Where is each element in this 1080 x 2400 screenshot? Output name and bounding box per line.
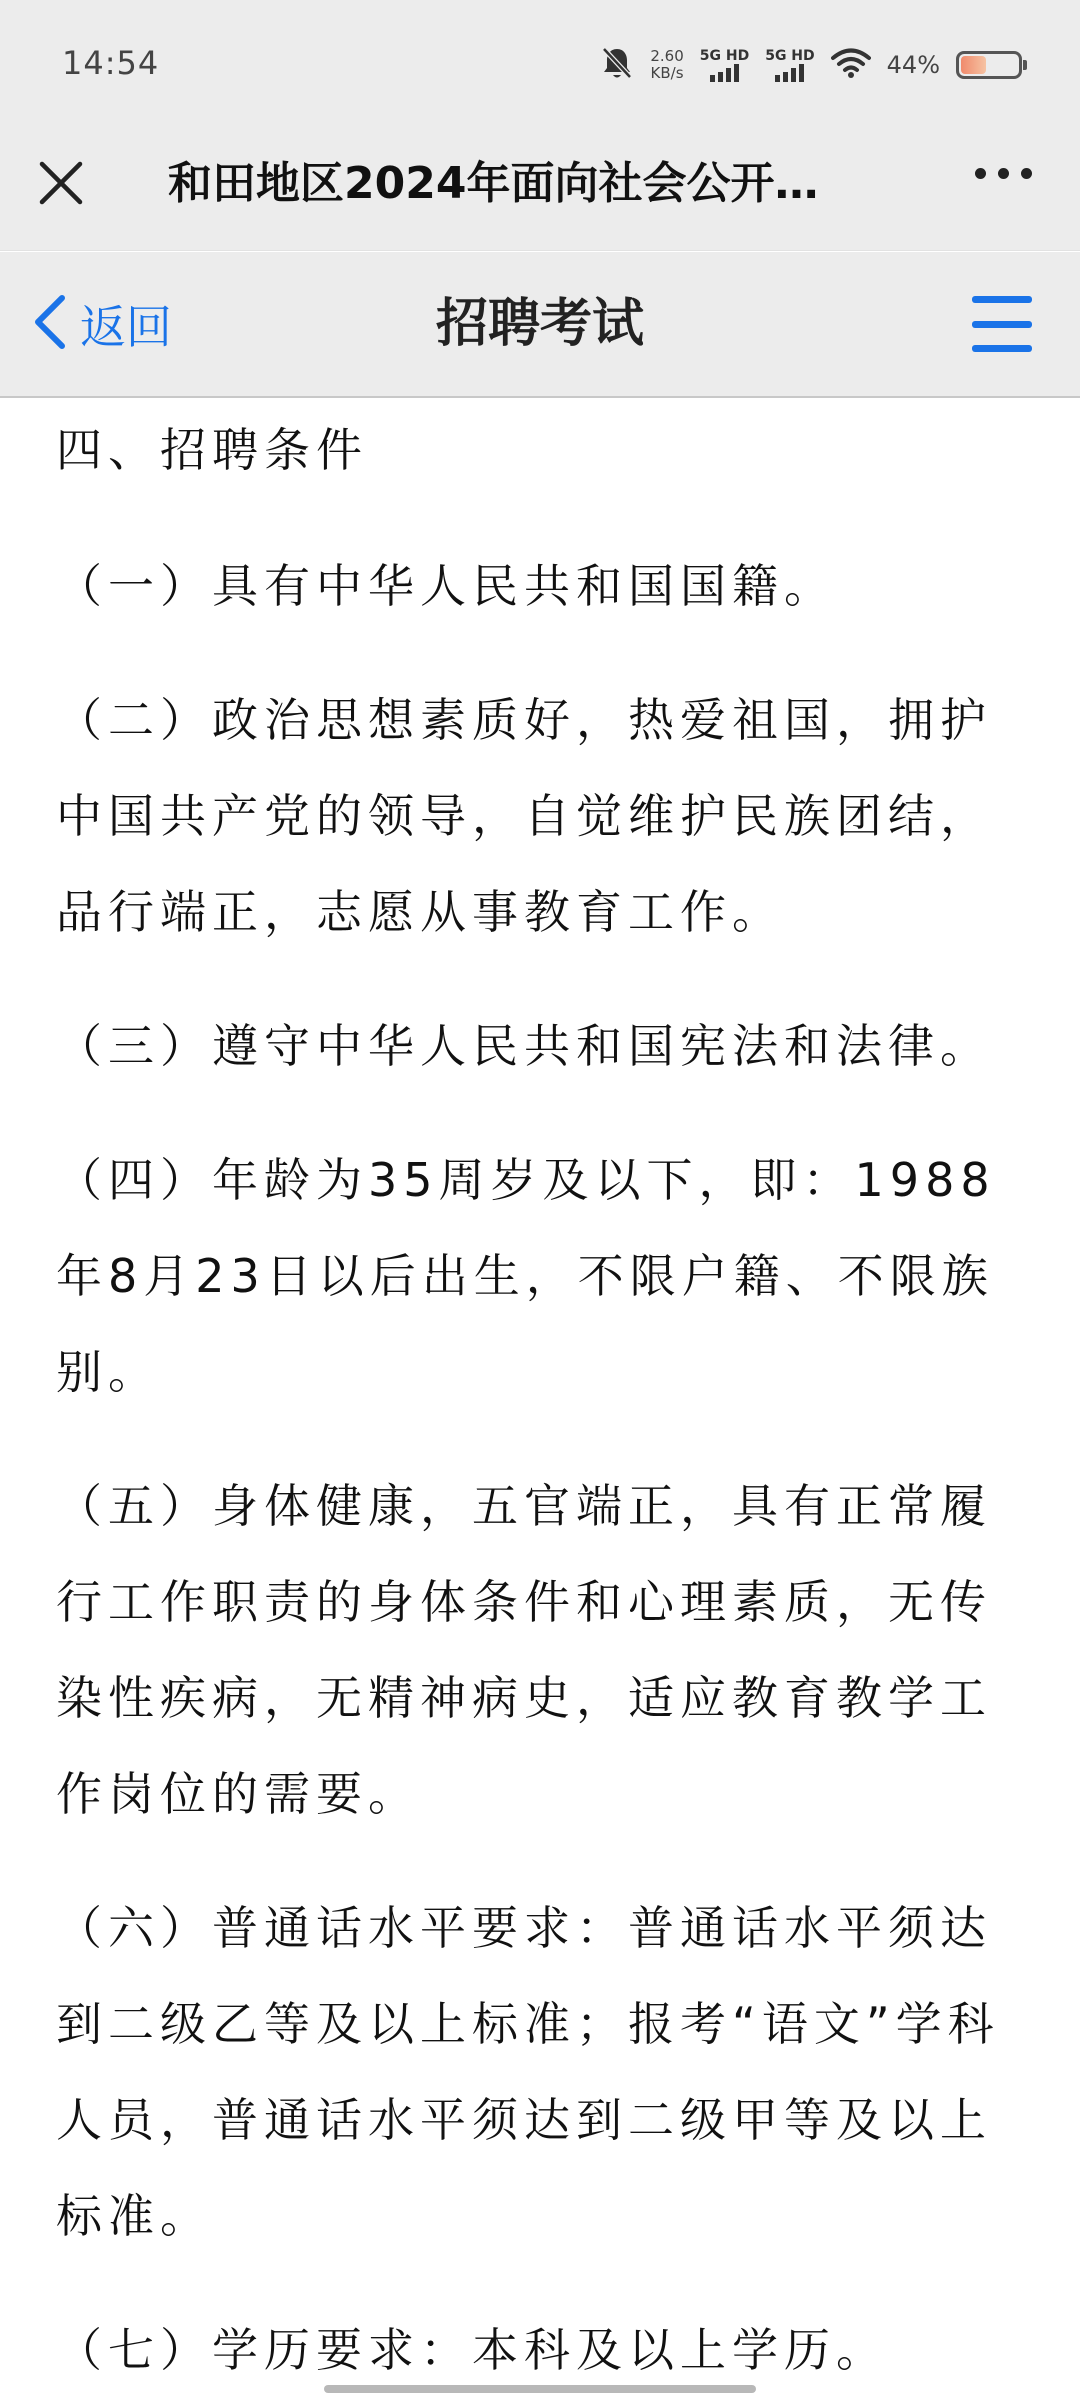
signal-icon xyxy=(775,64,804,82)
battery-fill xyxy=(961,56,986,74)
article-content xyxy=(56,400,1032,2398)
sim1-signal xyxy=(700,48,749,82)
back-label: 返回 xyxy=(80,300,172,354)
battery-percent: 44% xyxy=(886,51,940,79)
wifi-icon xyxy=(831,47,871,83)
section-heading: 四、招聘条件 xyxy=(56,423,368,477)
paragraph-1: （一）具有中华人民共和国国籍。 xyxy=(56,559,836,613)
more-icon[interactable] xyxy=(975,168,1032,179)
paragraph-2: （二）政治思想素质好，热爱祖国，拥护中国共产党的领导，自觉维护民族团结，品行端正，志愿从事教育工作。 xyxy=(56,693,992,939)
status-bar xyxy=(0,0,1080,128)
paragraph-6: （六）普通话水平要求：普通话水平须达到二级乙等及以上标准；报考“语文”学科人员，普通话水平须达到二级甲等及以上标准。 xyxy=(56,1901,1000,2243)
status-time: 14:54 xyxy=(62,44,160,82)
paragraph-3: （三）遵守中华人民共和国宪法和法律。 xyxy=(56,1019,992,1073)
status-icons xyxy=(600,40,1022,90)
net-speed-unit: KB/s xyxy=(650,64,684,82)
page-title: 和田地区2024年面向社会公开… xyxy=(168,158,819,209)
sim2-signal xyxy=(765,48,814,82)
menu-icon[interactable] xyxy=(972,296,1032,352)
nav-bar xyxy=(0,252,1080,398)
sim1-label: 5G HD xyxy=(699,48,750,64)
title-bar xyxy=(0,128,1080,251)
paragraph-4: （四）年龄为35周岁及以下，即：1988年8月23日以后出生，不限户籍、不限族别。 xyxy=(56,1153,996,1399)
net-speed xyxy=(650,48,683,82)
paragraph-7: （七）学历要求：本科及以上学历。 xyxy=(56,2323,888,2377)
nav-title: 招聘考试 xyxy=(435,294,644,354)
bell-muted-icon xyxy=(600,45,634,85)
sim2-label: 5G HD xyxy=(765,48,815,64)
signal-icon xyxy=(710,64,739,82)
close-icon[interactable] xyxy=(30,152,92,214)
battery-icon xyxy=(956,51,1022,79)
paragraph-5: （五）身体健康，五官端正，具有正常履行工作职责的身体条件和心理素质，无传染性疾病，无精神病史，适应教育教学工作岗位的需要。 xyxy=(56,1479,992,1821)
net-speed-value: 2.60 xyxy=(650,47,684,65)
home-indicator[interactable] xyxy=(324,2385,756,2393)
